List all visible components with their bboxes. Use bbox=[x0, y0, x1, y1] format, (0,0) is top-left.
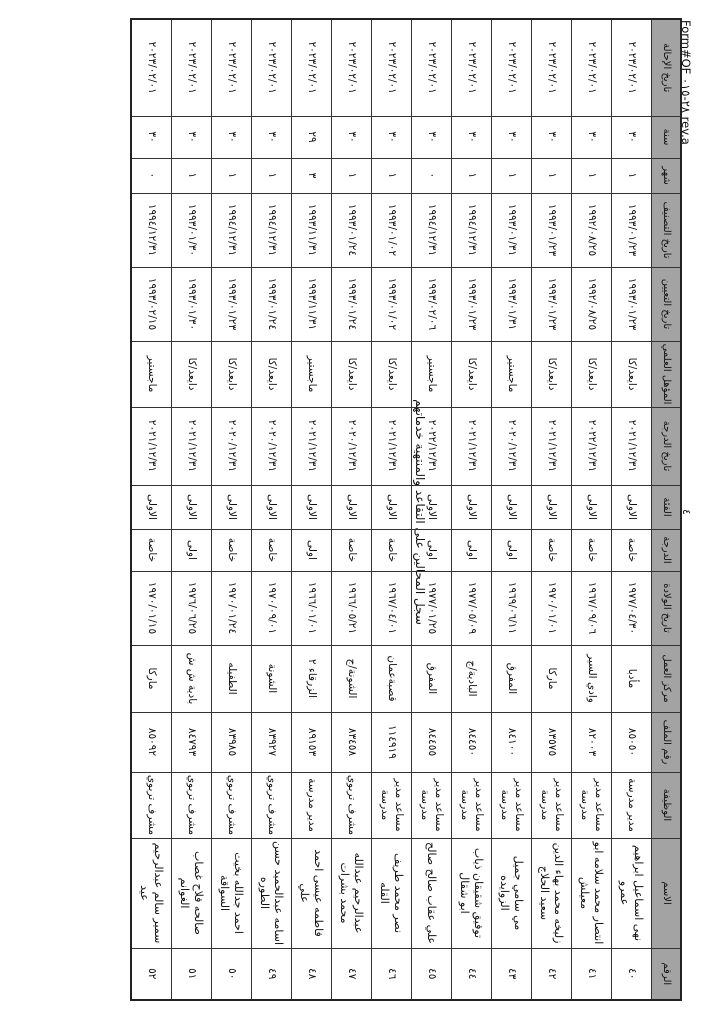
cell-work-center: المفرق bbox=[492, 645, 532, 712]
cell-file-number: ٨٣٩٢٧ bbox=[252, 712, 292, 772]
cell-job: مشرف تربوي bbox=[212, 772, 252, 838]
cell-retirement-date: ٢٠٢٣/٠٢/٠١ bbox=[212, 19, 252, 116]
cell-job: مشرف تربوي bbox=[332, 772, 372, 838]
header-degree-date: تاريخ الدرجة bbox=[652, 407, 682, 485]
cell-appointment-date: ١٩٩٣/٠١/٢٣ bbox=[612, 267, 652, 341]
cell-year: ٣٠ bbox=[332, 116, 372, 158]
cell-number: ٤٦ bbox=[372, 948, 412, 1000]
cell-birth-date: ١٩٦٩/٠٦/١١ bbox=[492, 571, 532, 645]
header-birth-date: تاريخ الولادة bbox=[652, 571, 682, 645]
cell-degree: خاصة bbox=[612, 529, 652, 571]
header-work-center: مركز العمل bbox=[652, 645, 682, 712]
header-file-number: رقم الملف bbox=[652, 712, 682, 772]
cell-year: ٣٠ bbox=[492, 116, 532, 158]
cell-number: ٤٨ bbox=[292, 948, 332, 1000]
cell-name: اسامه عبدالحميد حسن الطوره bbox=[252, 838, 292, 948]
cell-file-number: ١١٤٩١٩ bbox=[372, 712, 412, 772]
cell-name: صالحه فلاح غصاب الغوانم bbox=[172, 838, 212, 948]
table-row bbox=[532, 19, 572, 1000]
cell-number: ٤٧ bbox=[332, 948, 372, 1000]
cell-job: مساعد مدير مدرسة bbox=[412, 772, 452, 838]
cell-job: مساعد مدير مدرسة bbox=[372, 772, 412, 838]
cell-name: انتصار محمد سلامه ابو معيلش bbox=[572, 838, 612, 948]
cell-classification-date: ١٩٩٣/١١/٣١ bbox=[292, 193, 332, 267]
cell-retirement-date: ٢٠٢٣/٠٢/٠١ bbox=[412, 19, 452, 116]
cell-qualification: دايعد/كا bbox=[452, 341, 492, 407]
table-row bbox=[252, 19, 292, 1000]
cell-year: ٢٩ bbox=[292, 116, 332, 158]
cell-month: ١ bbox=[252, 158, 292, 193]
cell-category: الاولى bbox=[612, 485, 652, 529]
cell-birth-date: ١٩٧٧/٠٥/٠٩ bbox=[452, 571, 492, 645]
cell-year: ٣٠ bbox=[532, 116, 572, 158]
cell-file-number: ٨٣٥٧٥ bbox=[532, 712, 572, 772]
cell-category: الاولى bbox=[252, 485, 292, 529]
cell-degree: اولى bbox=[492, 529, 532, 571]
cell-qualification: ماجستير bbox=[292, 341, 332, 407]
cell-number: ٥١ bbox=[172, 948, 212, 1000]
cell-appointment-date: ١٩٩٣/٠١/٢٤ bbox=[332, 267, 372, 341]
cell-classification-date: ١٩٩٣/٠١/٢٤ bbox=[332, 193, 372, 267]
cell-degree: خاصة bbox=[131, 529, 172, 571]
cell-degree-date: ٢٠٢٠/١٢/٣١ bbox=[492, 407, 532, 485]
cell-job: مساعد مدير مدرسة bbox=[572, 772, 612, 838]
cell-file-number: ٨٩١٥٣ bbox=[292, 712, 332, 772]
cell-file-number: ٨٤٤٥٥ bbox=[412, 712, 452, 772]
cell-file-number: ٨٢٠٠٣ bbox=[572, 712, 612, 772]
table-row bbox=[572, 19, 612, 1000]
cell-degree-date: ٢٠٢١/١٢/٣١ bbox=[612, 407, 652, 485]
cell-category: الاولى bbox=[492, 485, 532, 529]
cell-number: ٤٣ bbox=[492, 948, 532, 1000]
cell-degree-date: ٢٠٢١/١٢/٣١ bbox=[131, 407, 172, 485]
cell-category: الاولى bbox=[532, 485, 572, 529]
cell-work-center: ماركا bbox=[532, 645, 572, 712]
cell-qualification: دايعد/كا bbox=[572, 341, 612, 407]
cell-name: زليخه محمد بهاء الدين سعيد الحلاج bbox=[532, 838, 572, 948]
cell-work-center: بادية ش ش bbox=[172, 645, 212, 712]
cell-qualification: دايعد/كا bbox=[612, 341, 652, 407]
cell-appointment-date: ١٩٩٣/٠١/٠٢ bbox=[372, 267, 412, 341]
cell-job: مدير مدرسة bbox=[612, 772, 652, 838]
cell-qualification: دايعد/كا bbox=[212, 341, 252, 407]
cell-retirement-date: ٢٠٢٣/٠٢/٠١ bbox=[172, 19, 212, 116]
cell-file-number: ٨٤١٠٠ bbox=[492, 712, 532, 772]
cell-category: الاولى bbox=[372, 485, 412, 529]
cell-degree: خاصة bbox=[572, 529, 612, 571]
cell-degree-date: ٢٠٢٢/١٢/٣١ bbox=[412, 407, 452, 485]
cell-birth-date: ١٩٧٠/٠٩/٠١ bbox=[252, 571, 292, 645]
cell-file-number: ٨٣٤٥٨ bbox=[332, 712, 372, 772]
cell-year: ٣٠ bbox=[212, 116, 252, 158]
cell-category: الاولى bbox=[572, 485, 612, 529]
cell-work-center: الشونة bbox=[252, 645, 292, 712]
cell-month: ١ bbox=[572, 158, 612, 193]
cell-month: ٣ bbox=[292, 158, 332, 193]
cell-retirement-date: ٢٠٢٣/٠٢/٠١ bbox=[572, 19, 612, 116]
cell-work-center: وادي السير bbox=[572, 645, 612, 712]
cell-month: ١ bbox=[212, 158, 252, 193]
cell-number: ٥٠ bbox=[212, 948, 252, 1000]
cell-appointment-date: ١٩٩٣/٠٢/٠٦ bbox=[412, 267, 452, 341]
cell-year: ٣٠ bbox=[131, 116, 172, 158]
cell-name: فاطمه عيسى احمد علي bbox=[292, 838, 332, 948]
cell-qualification: ماجستير bbox=[492, 341, 532, 407]
table-row bbox=[292, 19, 332, 1000]
cell-degree-date: ٢٠٢١/١٢/٣١ bbox=[532, 407, 572, 485]
cell-job: مشرف تربوي bbox=[252, 772, 292, 838]
cell-category: الاولى bbox=[332, 485, 372, 529]
cell-month: ١ bbox=[492, 158, 532, 193]
cell-name: علي عقاب صالح صالح bbox=[412, 838, 452, 948]
cell-classification-date: ١٩٩٣/٠١/٣٠ bbox=[172, 193, 212, 267]
cell-degree: خاصة bbox=[252, 529, 292, 571]
cell-category: الاولى bbox=[131, 485, 172, 529]
cell-birth-date: ١٩٧٠/٠١/٠١ bbox=[532, 571, 572, 645]
cell-appointment-date: ١٩٩٣/٠١/٢٣ bbox=[532, 267, 572, 341]
cell-year: ٣٠ bbox=[572, 116, 612, 158]
cell-birth-date: ١٩٧٠/٠١/١٥ bbox=[131, 571, 172, 645]
cell-category: الاولى bbox=[292, 485, 332, 529]
table-row bbox=[412, 19, 452, 1000]
header-appointment-date: تاريخ التعيين bbox=[652, 267, 682, 341]
cell-work-center: الزرقاء ٢ bbox=[292, 645, 332, 712]
table-row bbox=[212, 19, 252, 1000]
cell-appointment-date: ١٩٩٢/٠٨/٢٥ bbox=[572, 267, 612, 341]
cell-degree-date: ٢٠٢٠/١٢/٣١ bbox=[252, 407, 292, 485]
cell-qualification: دايعد/كا bbox=[172, 341, 212, 407]
cell-classification-date: ١٩٩٣/٠١/٠٢ bbox=[372, 193, 412, 267]
header-job: الوظيفة bbox=[652, 772, 682, 838]
cell-retirement-date: ٢٠٢٣/٠٢/٠١ bbox=[612, 19, 652, 116]
header-degree: الدرجة bbox=[652, 529, 682, 571]
cell-birth-date: ١٩٦٧/٠٩/٠٦ bbox=[572, 571, 612, 645]
cell-degree-date: ٢٠٢١/١٢/٣١ bbox=[372, 407, 412, 485]
cell-month: ١ bbox=[172, 158, 212, 193]
cell-degree-date: ٢٠٢١/١٢/٣١ bbox=[452, 407, 492, 485]
cell-month: ١ bbox=[332, 158, 372, 193]
cell-file-number: ٨٣٩٨٥ bbox=[212, 712, 252, 772]
cell-file-number: ٨٤٤٥٠ bbox=[452, 712, 492, 772]
cell-birth-date: ١٩٧٧/٠٤/٣٠ bbox=[612, 571, 652, 645]
cell-classification-date: ١٩٩٣/٠١/٢٣ bbox=[612, 193, 652, 267]
cell-qualification: ماجستير bbox=[412, 341, 452, 407]
cell-number: ٤٤ bbox=[452, 948, 492, 1000]
retirement-records-table bbox=[130, 18, 682, 1001]
cell-month: ١ bbox=[372, 158, 412, 193]
cell-classification-date: ١٩٩٤/١٢/٣١ bbox=[131, 193, 172, 267]
cell-category: الاولى bbox=[412, 485, 452, 529]
cell-classification-date: ١٩٩٢/٠٨/٢٥ bbox=[572, 193, 612, 267]
cell-year: ٣٠ bbox=[612, 116, 652, 158]
cell-degree: اولى bbox=[412, 529, 452, 571]
cell-birth-date: ١٩٧٠/٠١/٢٤ bbox=[212, 571, 252, 645]
cell-degree: خاصة bbox=[532, 529, 572, 571]
cell-work-center: الشونة/ج bbox=[332, 645, 372, 712]
cell-retirement-date: ٢٠٢٣/٠٢/٠١ bbox=[372, 19, 412, 116]
cell-month: ٠ bbox=[131, 158, 172, 193]
cell-file-number: ٨٥٠٥٠ bbox=[612, 712, 652, 772]
cell-name: سمير سالم عبدالرحيم عيد bbox=[131, 838, 172, 948]
cell-degree-date: ٢٠٢٢/١٢/٣١ bbox=[572, 407, 612, 485]
cell-retirement-date: ٢٠٢٣/٠٢/٠١ bbox=[492, 19, 532, 116]
cell-degree: اولى bbox=[172, 529, 212, 571]
form-code: Form#QF ٢٨-٠١٥ rev.a bbox=[679, 20, 693, 145]
cell-retirement-date: ٢٠٢٣/٠٢/٠١ bbox=[292, 19, 332, 116]
cell-classification-date: ١٩٩٤/١٢/٣١ bbox=[212, 193, 252, 267]
cell-retirement-date: ٢٠٢٣/٠٢/٠١ bbox=[252, 19, 292, 116]
table-body bbox=[131, 19, 652, 1000]
cell-degree: اولى bbox=[452, 529, 492, 571]
cell-month: ١ bbox=[452, 158, 492, 193]
cell-job: مساعد مدير مدرسة bbox=[492, 772, 532, 838]
cell-birth-date: ١٩٦٦/٠١/٠١ bbox=[292, 571, 332, 645]
table-row bbox=[452, 19, 492, 1000]
cell-work-center: الطفيله bbox=[212, 645, 252, 712]
cell-appointment-date: ١٩٩٣/٠١/٢٣ bbox=[212, 267, 252, 341]
cell-birth-date: ١٩٧٧/٠١/٢٥ bbox=[412, 571, 452, 645]
cell-degree: اولى bbox=[292, 529, 332, 571]
table-row bbox=[131, 19, 172, 1000]
cell-retirement-date: ٢٠٢٣/٠٢/٠١ bbox=[452, 19, 492, 116]
cell-number: ٤٢ bbox=[532, 948, 572, 1000]
cell-birth-date: ١٩٦٦/٠٥/٢١ bbox=[332, 571, 372, 645]
cell-degree: خاصة bbox=[372, 529, 412, 571]
cell-degree-date: ٢٠٢١/١٢/٣١ bbox=[292, 407, 332, 485]
table-row bbox=[332, 19, 372, 1000]
cell-job: مدير مدرسة bbox=[292, 772, 332, 838]
cell-job: مشرف تربوي bbox=[131, 772, 172, 838]
header-qualification: المؤهل العلمي bbox=[652, 341, 682, 407]
cell-retirement-date: ٢٠٢٣/٠٢/٠١ bbox=[532, 19, 572, 116]
header-number: الرقم bbox=[652, 948, 682, 1000]
cell-qualification: دايعد/كا bbox=[252, 341, 292, 407]
header-year: سنة bbox=[652, 116, 682, 158]
cell-name: احمد جدالله بخيت السواقة bbox=[212, 838, 252, 948]
table-row bbox=[492, 19, 532, 1000]
cell-year: ٣٠ bbox=[172, 116, 212, 158]
table-row bbox=[172, 19, 212, 1000]
cell-qualification: ماجستير bbox=[131, 341, 172, 407]
table-row bbox=[372, 19, 412, 1000]
cell-year: ٣٠ bbox=[412, 116, 452, 158]
header-category: الفئة bbox=[652, 485, 682, 529]
table-row bbox=[612, 19, 652, 1000]
cell-name: نصر محمد طريف القله bbox=[372, 838, 412, 948]
cell-name: عبدالرحيم عبدالله محمد بشرات bbox=[332, 838, 372, 948]
cell-name: مي سامي جميل الزوايده bbox=[492, 838, 532, 948]
cell-file-number: ٨٤٧٩٣ bbox=[172, 712, 212, 772]
page-number: ٤ bbox=[680, 509, 693, 515]
cell-classification-date: ١٩٩٤/١٢/٣١ bbox=[452, 193, 492, 267]
cell-number: ٤٠ bbox=[612, 948, 652, 1000]
cell-appointment-date: ١٩٩٣/٠١/٢٣ bbox=[452, 267, 492, 341]
cell-work-center: ماركا bbox=[131, 645, 172, 712]
cell-birth-date: ١٩٧٦/٠٦/٢٥ bbox=[172, 571, 212, 645]
cell-retirement-date: ٢٠٢٣/٠٢/٠١ bbox=[332, 19, 372, 116]
cell-month: ١ bbox=[532, 158, 572, 193]
header-classification-date: تاريخ التصنيف bbox=[652, 193, 682, 267]
cell-qualification: دايعد/كا bbox=[532, 341, 572, 407]
cell-number: ٥٢ bbox=[131, 948, 172, 1000]
document-title: سجل المحالين على التقاعد والمنتهية خدماتهم bbox=[413, 399, 427, 625]
cell-year: ٣٠ bbox=[452, 116, 492, 158]
cell-work-center: مأدبا bbox=[612, 645, 652, 712]
cell-appointment-date: ١٩٩٣/٠١/٣٠ bbox=[172, 267, 212, 341]
cell-number: ٤٩ bbox=[252, 948, 292, 1000]
cell-classification-date: ١٩٩٤/١٢/٣١ bbox=[412, 193, 452, 267]
cell-appointment-date: ١٩٩٣/٠١/٢٤ bbox=[252, 267, 292, 341]
cell-job: مساعد مدير مدرسة bbox=[532, 772, 572, 838]
cell-degree: خاصة bbox=[212, 529, 252, 571]
cell-number: ٤٥ bbox=[412, 948, 452, 1000]
cell-name: نهى اسماعيل ابراهيم عمرو bbox=[612, 838, 652, 948]
cell-appointment-date: ١٩٩٣/١١/٣١ bbox=[292, 267, 332, 341]
cell-qualification: دايعد/كا bbox=[372, 341, 412, 407]
cell-category: الاولى bbox=[172, 485, 212, 529]
cell-degree-date: ٢٠٢٠/١٢/٣١ bbox=[212, 407, 252, 485]
cell-file-number: ٨٥٠٩٢ bbox=[131, 712, 172, 772]
cell-classification-date: ١٩٩٣/٠١/٣١ bbox=[492, 193, 532, 267]
cell-work-center: المفرق bbox=[412, 645, 452, 712]
cell-classification-date: ١٩٩٣/٠١/٢٣ bbox=[532, 193, 572, 267]
cell-month: ١ bbox=[612, 158, 652, 193]
cell-category: الاولى bbox=[212, 485, 252, 529]
cell-degree: خاصة bbox=[332, 529, 372, 571]
cell-job: مساعد مدير مدرسة bbox=[452, 772, 492, 838]
cell-qualification: دايعد/كا bbox=[332, 341, 372, 407]
cell-appointment-date: ١٩٩٣/٠١/٣١ bbox=[492, 267, 532, 341]
cell-degree-date: ٢٠٢٠/١٢/٣١ bbox=[332, 407, 372, 485]
cell-name: توفيق شقيقان ذياب ابو شقال bbox=[452, 838, 492, 948]
header-month: شهر bbox=[652, 158, 682, 193]
header-retirement-date: تاريخ الإحالة bbox=[652, 19, 682, 116]
header-name: الاسم bbox=[652, 838, 682, 948]
cell-year: ٣٠ bbox=[372, 116, 412, 158]
cell-number: ٤١ bbox=[572, 948, 612, 1000]
cell-month: ٠ bbox=[412, 158, 452, 193]
cell-job: مشرف تربوي bbox=[172, 772, 212, 838]
cell-category: الاولى bbox=[452, 485, 492, 529]
cell-work-center: قصبةعمان bbox=[372, 645, 412, 712]
cell-classification-date: ١٩٩٤/١٢/٣١ bbox=[252, 193, 292, 267]
cell-work-center: البادية/ج bbox=[452, 645, 492, 712]
cell-retirement-date: ٢٠٢٣/٠٢/٠١ bbox=[131, 19, 172, 116]
cell-degree-date: ٢٠٢١/١٢/٣١ bbox=[172, 407, 212, 485]
table-header-row bbox=[652, 19, 682, 1000]
cell-appointment-date: ١٩٩٣/٠٢/١٥ bbox=[131, 267, 172, 341]
cell-birth-date: ١٩٦٧/٠٤/٠١ bbox=[372, 571, 412, 645]
cell-year: ٣٠ bbox=[252, 116, 292, 158]
